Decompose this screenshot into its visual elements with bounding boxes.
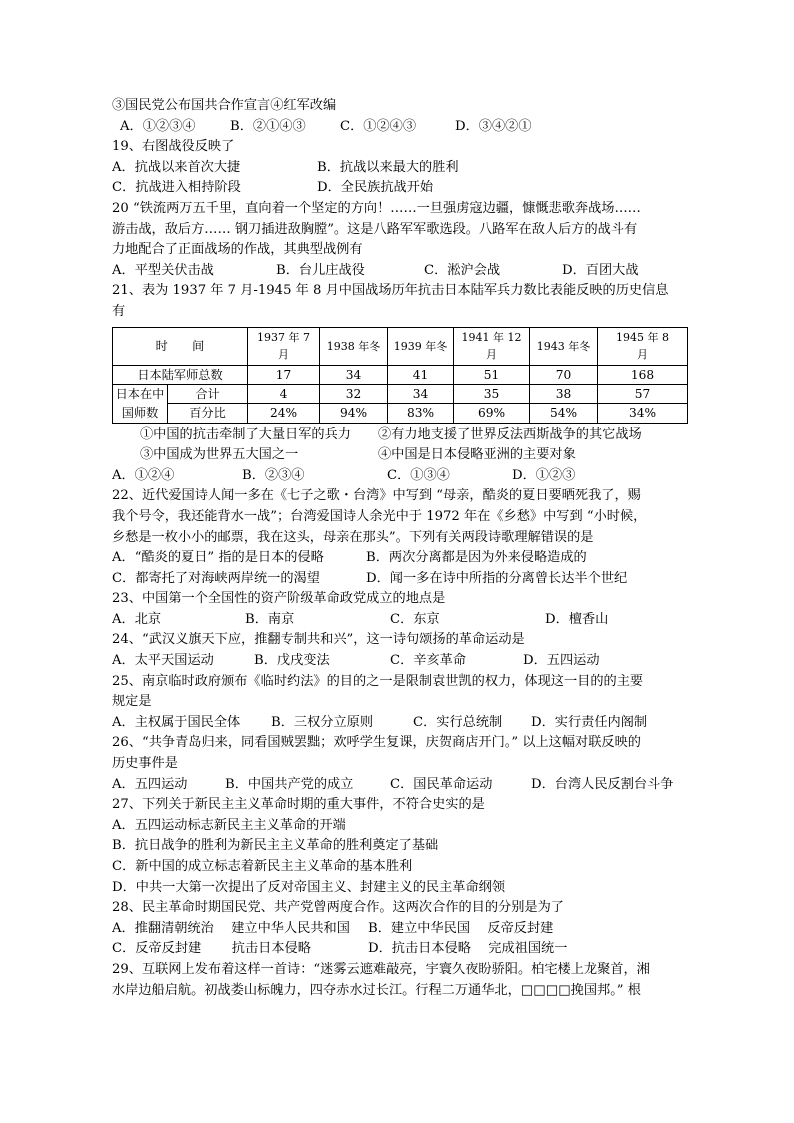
q27-stem: 27、下列关于新民主主义革命时期的重大事件，不符合史实的是 — [112, 797, 485, 813]
q26-option-d[interactable]: D．台湾人民反割台斗争 — [531, 776, 674, 792]
q20-line1: 20 “铁流两万五千里，直向着一个坚定的方向！……一旦强虏寇边疆，慷慨悲歌奔战场…… — [112, 200, 641, 216]
q25-line2: 规定是 — [112, 694, 152, 710]
q25-option-b[interactable]: B．三权分立原则 — [271, 714, 374, 730]
q27-option-c[interactable]: C．新中国的成立标志着新民主主义革命的基本胜利 — [112, 859, 413, 874]
q20-option-d[interactable]: D．百团大战 — [562, 262, 639, 278]
q21-line2: 有 — [112, 303, 126, 319]
exam-page — [112, 96, 687, 1001]
table-col-1937: 1937 年 7 月 — [248, 327, 320, 365]
q19-option-b[interactable]: B．抗战以来最大的胜利 — [317, 159, 459, 175]
table-cell: 70 — [530, 365, 598, 384]
q22-option-b[interactable]: B．两次分离都是因为外来侵略造成的 — [366, 550, 587, 566]
q26-option-a[interactable]: A．五四运动 — [112, 776, 188, 792]
q22-option-d[interactable]: D．闻一多在诗中所指的分离曾长达半个世纪 — [366, 570, 628, 586]
q20-option-b[interactable]: B．台儿庄战役 — [276, 262, 365, 278]
q18-options — [112, 117, 687, 138]
q21-statements-row1 — [112, 425, 687, 446]
q25-option-d[interactable]: D．实行责任内阁制 — [531, 714, 648, 730]
table-cell: 168 — [598, 365, 688, 384]
q19-option-a[interactable]: A．抗战以来首次大捷 — [112, 159, 241, 175]
q21-statement-2: ②有力地支援了世界反法西斯战争的其它战场 — [378, 426, 642, 442]
q21-option-a[interactable]: A．①②④ — [112, 467, 175, 483]
table-cell: 51 — [454, 365, 530, 384]
q29-line1: 29、互联网上发布着这样一首诗：“迷雾云遮难敲亮，宇寰久夜盼骄阳。柏宅楼上龙聚首，湘 — [112, 961, 650, 977]
q18-statements: ③国民党公布国共合作宣言④红军改编 — [112, 98, 337, 113]
q21-statement-4: ④中国是日本侵略亚洲的主要对象 — [378, 447, 576, 463]
q21-statement-3: ③中国成为世界五大国之一 — [140, 447, 299, 463]
table-row-total-label: 日本陆军师总数 — [113, 365, 248, 384]
q18-option-a[interactable]: A．①②③④ — [120, 118, 196, 134]
q28-option-d[interactable]: D．抗击日本侵略 完成祖国统一 — [368, 941, 568, 957]
table-cell: 4 — [248, 384, 320, 404]
q21-statements-row2 — [112, 445, 687, 466]
q21-option-b[interactable]: B．②③④ — [242, 467, 305, 483]
table-row-total — [113, 365, 688, 384]
q19-options-row2 — [112, 178, 687, 199]
q18-option-c[interactable]: C．①②④③ — [340, 118, 417, 134]
q23-stem: 23、中国第一个全国性的资产阶级革命政党成立的地点是 — [112, 591, 446, 607]
q27-option-b[interactable]: B．抗日战争的胜利为新民主主义革命的胜利奠定了基础 — [112, 838, 439, 854]
table-cell: 83% — [388, 404, 454, 424]
table-col-1943: 1943 年冬 — [530, 327, 598, 365]
table-group-label: 日本在中 国师数 — [113, 384, 168, 423]
q21-option-d[interactable]: D．①②③ — [512, 467, 576, 483]
q24-option-d[interactable]: D．五四运动 — [523, 653, 600, 669]
q28-option-c[interactable]: C．反帝反封建 抗击日本侵略 — [112, 941, 311, 957]
q20-option-a[interactable]: A．平型关伏击战 — [112, 262, 214, 278]
table-cell: 57 — [598, 384, 688, 404]
table-row-percent-label: 百分比 — [168, 404, 248, 424]
q24-options — [112, 651, 687, 672]
q18-option-d[interactable]: D．③④②① — [455, 118, 532, 134]
q20-line3: 力地配合了正面战场的作战，其典型战例有 — [112, 242, 363, 258]
table-row-sum-label: 合计 — [168, 384, 248, 404]
table-cell: 54% — [530, 404, 598, 424]
q19-option-d[interactable]: D．全民族抗战开始 — [317, 180, 434, 196]
q29-line2: 水岸边船启航。初战娄山标魄力，四夺赤水过长江。行程二万通华北，□□□□挽国邦。” 根 — [112, 982, 641, 998]
q25-line1: 25、南京临时政府颁布《临时约法》的目的之一是限制袁世凯的权力，体现这一目的的主要 — [112, 673, 644, 689]
q23-options — [112, 610, 687, 631]
table-col-1939: 1939 年冬 — [388, 327, 454, 365]
q21-option-c[interactable]: C．①③④ — [387, 467, 450, 483]
q24-option-c[interactable]: C．辛亥革命 — [390, 653, 467, 669]
table-cell: 41 — [388, 365, 454, 384]
table-cell: 24% — [248, 404, 320, 424]
q27-option-d[interactable]: D．中共一大第一次提出了反对帝国主义、封建主义的民主革命纲领 — [112, 879, 506, 895]
q26-line2: 历史事件是 — [112, 756, 178, 772]
table-cell: 17 — [248, 365, 320, 384]
table-cell: 35 — [454, 384, 530, 404]
q25-option-a[interactable]: A．主权属于国民全体 — [112, 714, 241, 730]
q23-option-d[interactable]: D．檀香山 — [545, 611, 609, 627]
q28-options-row2 — [112, 939, 687, 960]
troop-ratio-table — [112, 327, 688, 424]
q26-options — [112, 775, 687, 796]
q27-option-a[interactable]: A．五四运动标志新民主主义革命的开端 — [112, 817, 346, 833]
table-col-1945: 1945 年 8 月 — [598, 327, 688, 365]
q21-line1: 21、表为 1937 年 7 月-1945 年 8 月中国战场历年抗击日本陆军兵力数比表能反映的历史信息 — [112, 283, 669, 299]
table-row-sum — [113, 384, 688, 404]
q25-option-c[interactable]: C．实行总统制 — [413, 714, 503, 730]
q19-stem: 19、右图战役反映了 — [112, 139, 235, 155]
q24-option-b[interactable]: B．戊戌变法 — [254, 653, 330, 669]
q28-option-a[interactable]: A．推翻清朝统治 建立中华人民共和国 — [112, 920, 350, 936]
q26-line1: 26、“共争青岛归来，同看国贼罢黜；欢呼学生复课，庆贺商店开门。” 以上这幅对联反映的 — [112, 735, 641, 751]
table-col-1941: 1941 年 12 月 — [454, 327, 530, 365]
q24-stem: 24、“武汉义旗天下应，推翻专制共和兴”，这一诗句颂扬的革命运动是 — [112, 632, 525, 648]
table-cell: 94% — [320, 404, 388, 424]
q22-line1: 22、近代爱国诗人闻一多在《七子之歌・台湾》中写到 “母亲，酷炎的夏日要晒死我了，赐 — [112, 488, 641, 504]
table-row-percent — [113, 404, 688, 424]
q24-option-a[interactable]: A．太平天国运动 — [112, 653, 214, 669]
q22-option-c[interactable]: C．都寄托了对海峡两岸统一的渴望 — [112, 570, 320, 586]
q19-option-c[interactable]: C．抗战进入相持阶段 — [112, 180, 241, 196]
q22-options-row2 — [112, 569, 687, 590]
q22-line3: 乡愁是一枚小小的邮票，我在这头，母亲在那头”。下列有关两段诗歌理解错误的是 — [112, 529, 594, 545]
q26-option-c[interactable]: C．国民革命运动 — [390, 776, 493, 792]
q21-options — [112, 466, 687, 487]
q20-line2: 游击战，敌后方…… 钢刀插进敌胸膛”。这是八路军军歌选段。八路军在敌人后方的战斗有 — [112, 221, 638, 237]
q28-option-b[interactable]: B．建立中华民国 反帝反封建 — [368, 920, 554, 936]
q28-stem: 28、民主革命时期国民党、共产党曾两度合作。这两次合作的目的分别是为了 — [112, 900, 564, 916]
q26-option-b[interactable]: B．中国共产党的成立 — [225, 776, 354, 792]
q25-options — [112, 713, 687, 734]
table-cell: 34 — [388, 384, 454, 404]
table-cell: 34% — [598, 404, 688, 424]
table-header-row — [113, 327, 688, 365]
table-cell: 34 — [320, 365, 388, 384]
q18-option-b[interactable]: B．②①④③ — [230, 118, 306, 134]
q19-options-row1 — [112, 158, 687, 179]
q22-line2: 我个号令，我还能背水一战”；台湾爱国诗人余光中于 1972 年在《乡愁》中写到 “小时候， — [112, 508, 647, 524]
q20-option-c[interactable]: C．淞沪会战 — [424, 262, 501, 278]
q23-option-c[interactable]: C．东京 — [390, 611, 440, 627]
table-col-1938: 1938 年冬 — [320, 327, 388, 365]
table-cell: 32 — [320, 384, 388, 404]
q22-option-a[interactable]: A．“酷炎的夏日” 指的是日本的侵略 — [112, 550, 324, 566]
table-cell: 69% — [454, 404, 530, 424]
table-header-time: 时 间 — [113, 327, 248, 365]
table-cell: 38 — [530, 384, 598, 404]
q20-options — [112, 261, 687, 282]
q28-options-row1 — [112, 919, 687, 940]
q23-option-a[interactable]: A．北京 — [112, 611, 162, 627]
q21-statement-1: ①中国的抗击牵制了大量日军的兵力 — [140, 426, 351, 442]
q23-option-b[interactable]: B．南京 — [245, 611, 295, 627]
q22-options-row1 — [112, 548, 687, 569]
